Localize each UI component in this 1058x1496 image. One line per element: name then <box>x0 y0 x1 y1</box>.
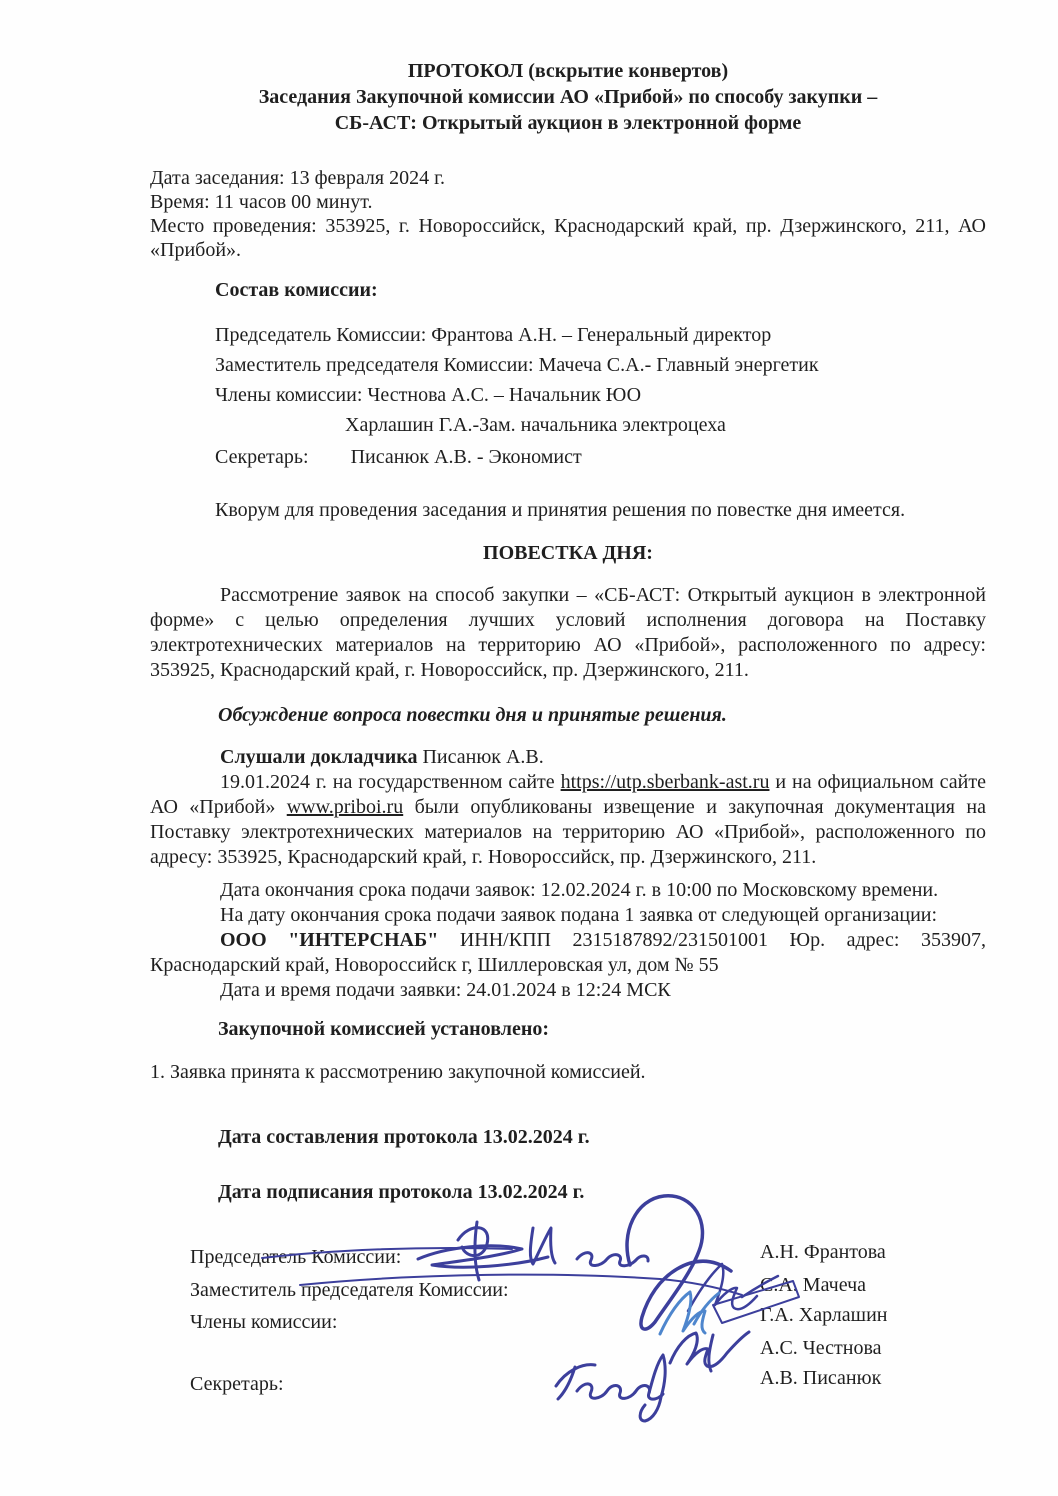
signature-label-chairman: Председатель Комиссии: <box>190 1246 402 1268</box>
agenda-text: Рассмотрение заявок на способ закупки – «СБ-АСТ: Открытый аукцион в электронной форме» с целью определения лучших условий исполнения договора на Поставку электротехнических материалов на территорию АО «Прибой», расположенного по адресу: 353925, Краснодарский край, г. Новороссийск, пр. Дзержинского, 211. <box>150 584 986 681</box>
application-datetime: Дата и время подачи заявки: 24.01.2024 в 12:24 МСК <box>220 979 671 1001</box>
submission-section <box>150 878 986 1003</box>
report-text-3: были опубликованы извещение и закупочная документация на Поставку электротехнических материалов на территорию АО «Прибой», расположенного по адресу: 353925, Краснодарский край, г. Новороссийск, пр. Дзержинского, 211. <box>150 796 986 868</box>
established-heading: Закупочной комиссией установлено: <box>218 1018 550 1040</box>
organization-line2: Краснодарский край, Новороссийск г, Шиллеровская ул, дом № 55 <box>150 954 719 976</box>
report-text-2: и на официальном сайте АО «Прибой» <box>150 771 986 818</box>
chairman-signature-bigloop <box>627 1196 731 1329</box>
commission-heading: Состав комиссии: <box>215 279 378 301</box>
document-title <box>150 58 986 136</box>
speaker-line <box>150 745 986 770</box>
pisanyuk-signature-chain <box>577 1384 663 1399</box>
received-line: На дату окончания срока подачи заявок подана 1 заявка от следующей организации: <box>220 904 938 926</box>
commission-secretary-row <box>215 445 986 470</box>
signature-name-pisanyuk: А.В. Писанюк <box>760 1367 882 1389</box>
signature-name-kharlashin: Г.А. Харлашин <box>760 1304 888 1326</box>
title-line-2: Заседания Закупочной комиссии АО «Прибой» по способу закупки – <box>258 86 878 108</box>
signature-label-deputy: Заместитель председателя Комиссии: <box>190 1279 509 1301</box>
signature-name-chestnova: А.С. Честнова <box>760 1337 882 1359</box>
signature-label-members: Члены комиссии: <box>190 1311 338 1333</box>
quorum-statement: Кворум для проведения заседания и принятия решения по повестке дня имеется. <box>215 499 906 521</box>
deadline-line: Дата окончания срока подачи заявок: 12.02.2024 г. в 10:00 по Московскому времени. <box>220 879 939 901</box>
commission-section <box>215 278 986 470</box>
document-body <box>150 58 986 1205</box>
report-text-1: 19.01.2024 г. на государственном сайте <box>220 771 561 793</box>
signature-name-macheche: С.А. Мачеча <box>760 1274 867 1296</box>
pisanyuk-signature-tail <box>640 1355 665 1421</box>
organization-line1 <box>150 928 986 953</box>
speaker-name: Писанюк А.В. <box>417 746 544 768</box>
sberbank-ast-link[interactable]: https://utp.sberbank-ast.ru <box>560 771 770 793</box>
meeting-date: Дата заседания: 13 февраля 2024 г. <box>150 167 446 189</box>
chairman-signature-loops <box>418 1246 548 1267</box>
signature-name-frantova: А.Н. Франтова <box>760 1241 886 1263</box>
secretary-name: Писанюк А.В. - Экономист <box>350 446 582 468</box>
organization-details: ИНН/КПП 2315187892/231501001 Юр. адрес: 353907, <box>438 929 987 951</box>
speaker-label: Слушали докладчика <box>220 746 418 768</box>
protocol-compiled-date: Дата составления протокола 13.02.2024 г. <box>218 1126 590 1148</box>
meeting-meta <box>150 166 986 262</box>
commission-members: Члены комиссии: Честнова А.С. – Начальник ЮО <box>215 384 642 406</box>
report-paragraph <box>150 770 986 870</box>
kharlashin-signature <box>660 1292 719 1334</box>
chairman-signature-u <box>530 1228 555 1264</box>
secretary-label: Секретарь: <box>215 446 309 468</box>
established-item-1: 1. Заявка принята к рассмотрению закупочной комиссией. <box>150 1061 646 1083</box>
protocol-signed-date: Дата подписания протокола 13.02.2024 г. <box>218 1181 585 1203</box>
title-line-1: ПРОТОКОЛ (вскрытие конвертов) <box>407 60 729 82</box>
signature-label-secretary: Секретарь: <box>190 1373 284 1395</box>
priboi-site-link[interactable]: www.priboi.ru <box>286 796 404 818</box>
meeting-place-line2: «Прибой». <box>150 239 242 261</box>
commission-member2: Харлашин Г.А.-Зам. начальника электроцеха <box>345 414 726 436</box>
chestnova-signature <box>670 1332 749 1371</box>
title-line-3: СБ-АСТ: Открытый аукцион в электронной форме <box>334 112 802 134</box>
organization-name: ООО "ИНТЕРСНАБ" <box>220 929 439 951</box>
meeting-place-line1: Место проведения: 353925, г. Новороссийск, Краснодарский край, пр. Дзержинского, 211, АО <box>150 215 986 237</box>
pisanyuk-signature-t <box>556 1365 595 1399</box>
commission-chairman: Председатель Комиссии: Франтова А.Н. – Генеральный директор <box>215 324 772 346</box>
chairman-signature-chain <box>577 1253 648 1266</box>
chairman-signature-f <box>458 1222 488 1280</box>
meeting-time: Время: 11 часов 00 минут. <box>150 191 373 213</box>
agenda-heading: ПОВЕСТКА ДНЯ: <box>483 542 653 564</box>
commission-deputy: Заместитель председателя Комиссии: Мачеча С.А.- Главный энергетик <box>215 354 819 376</box>
discussion-heading: Обсуждение вопроса повестки дня и принятые решения. <box>218 704 727 726</box>
